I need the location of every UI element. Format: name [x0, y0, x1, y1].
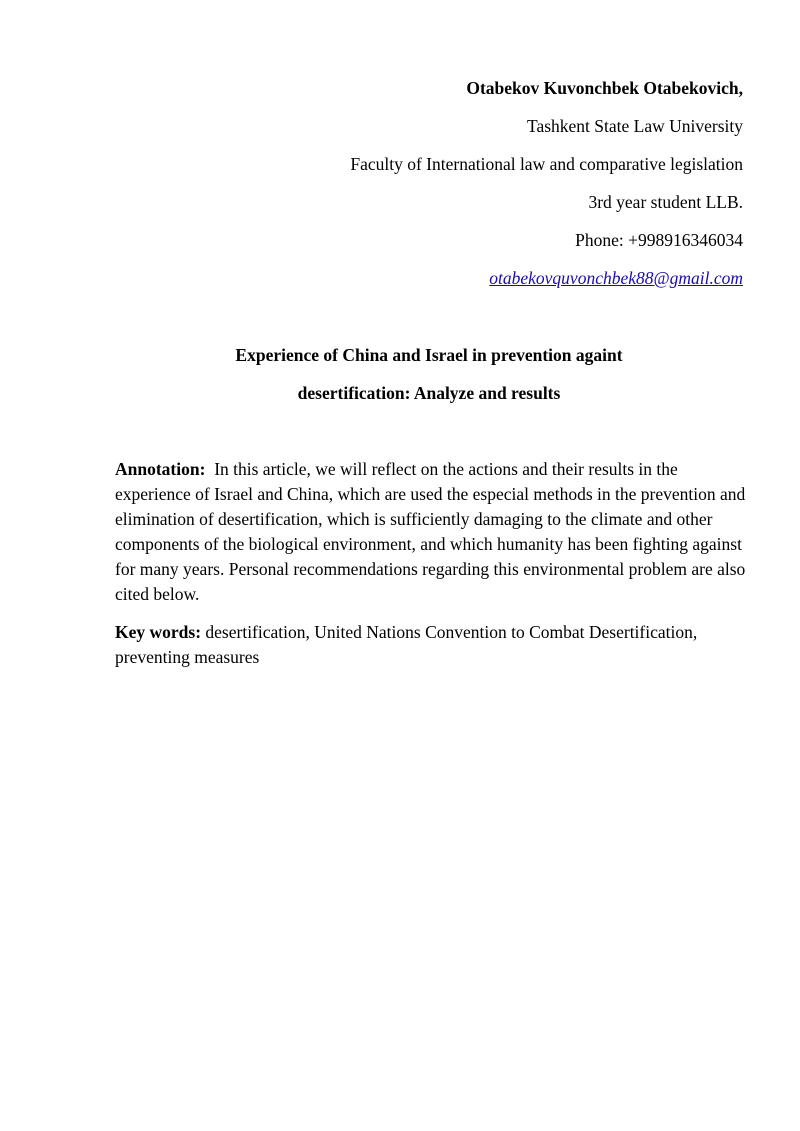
author-university: Tashkent State Law University — [526, 116, 743, 136]
title-line-2: desertification: Analyze and results — [297, 383, 561, 403]
author-info — [143, 76, 743, 304]
article-title — [115, 343, 743, 419]
keywords-paragraph — [115, 620, 747, 670]
annotation-label: Annotation: — [115, 459, 206, 479]
annotation-paragraph — [115, 457, 747, 607]
author-year: 3rd year student LLB. — [588, 192, 743, 212]
author-email-link[interactable]: otabekovquvonchbek88@gmail.com — [489, 268, 743, 288]
annotation-text: In this article, we will reflect on the actions and their results in the experience of Israel and China, which are used the especial methods in the prevention and elimination of desertification, which is sufficiently damaging to the climate and other components of the biological environment, and which humanity has been fighting against for many years. Personal recommendations regarding this environmental problem are also cited below. — [115, 459, 746, 604]
author-phone: Phone: +998916346034 — [575, 230, 743, 250]
author-faculty: Faculty of International law and comparative legislation — [350, 154, 743, 174]
keywords-label: Key words: — [115, 622, 202, 642]
title-line-1: Experience of China and Israel in prevention againt — [235, 345, 623, 365]
keywords-text: desertification, United Nations Convention to Combat Desertification, preventing measures — [115, 622, 698, 667]
author-name: Otabekov Kuvonchbek Otabekovich, — [466, 78, 743, 98]
